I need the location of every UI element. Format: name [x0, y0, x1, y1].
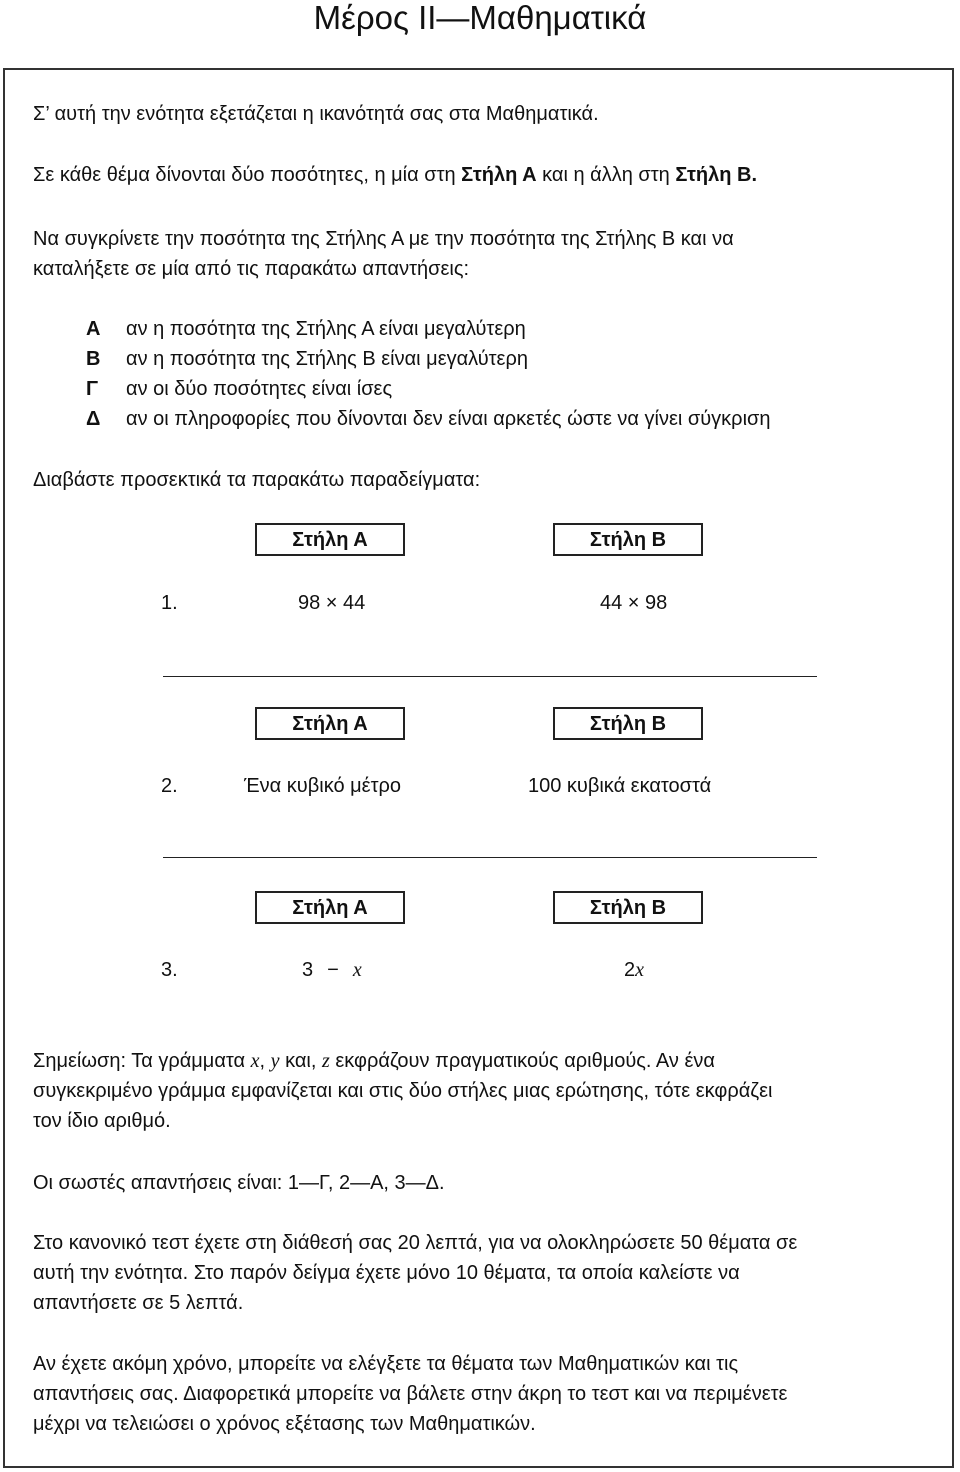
- page-title: Μέρος ΙΙ—Μαθηματικά: [313, 0, 647, 36]
- intro-column-b: Στήλη Β.: [675, 164, 758, 186]
- example-number: 2.: [161, 775, 178, 797]
- option-letter-b: Β: [86, 348, 101, 370]
- variable-z: z: [321, 1050, 330, 1072]
- timing-line-3: απαντήσετε σε 5 λεπτά.: [33, 1292, 244, 1314]
- intro-line-2: [33, 163, 757, 187]
- separator-line: [163, 857, 817, 858]
- intro-line-3: Να συγκρίνετε την ποσότητα της Στήλης Α με την ποσότητα της Στήλης Β και να: [33, 228, 734, 250]
- option-letter-a: Α: [86, 318, 101, 340]
- column-a-header: Στήλη Α: [255, 891, 405, 924]
- separator-line: [163, 676, 817, 677]
- example-number: 1.: [161, 592, 178, 614]
- variable-y: y: [270, 1050, 280, 1072]
- column-b-header: Στήλη Β: [553, 891, 703, 924]
- option-text-d: αν οι πληροφορίες που δίνονται δεν είναι αρκετές ώστε να γίνει σύγκριση: [126, 408, 771, 430]
- column-b-header: Στήλη Β: [553, 523, 703, 556]
- note-text: και,: [279, 1050, 322, 1072]
- example-column-b-value: [624, 958, 644, 982]
- intro-line-2-text: Σε κάθε θέμα δίνονται δύο ποσότητες, η μία στη: [33, 164, 462, 186]
- option-text-b: αν η ποσότητα της Στήλης Β είναι μεγαλύτερη: [126, 348, 528, 370]
- intro-line-1: Σ’ αυτή την ενότητα εξετάζεται η ικανότητά σας στα Μαθηματικά.: [33, 103, 599, 125]
- column-a-header: Στήλη Α: [255, 523, 405, 556]
- column-a-header: Στήλη Α: [255, 707, 405, 740]
- note-comma: ,: [259, 1050, 266, 1072]
- expression-number: 3: [302, 959, 314, 981]
- option-letter-c: Γ: [86, 378, 99, 400]
- minus-operator: −: [327, 959, 339, 981]
- example-column-a-value: Ένα κυβικό μέτρο: [244, 775, 401, 797]
- coefficient: 2: [624, 959, 636, 981]
- intro-line-4: καταλήξετε σε μία από τις παρακάτω απαντήσεις:: [33, 258, 470, 280]
- intro-line-2-mid: και η άλλη στη: [536, 164, 676, 186]
- note-text: εκφράζουν πραγματικούς αριθμούς. Αν ένα: [329, 1050, 715, 1072]
- closing-line-2: απαντήσεις σας. Διαφορετικά μπορείτε να βάλετε στην άκρη το τεστ και να περιμένετε: [33, 1383, 788, 1405]
- note-line-3: τον ίδιο αριθμό.: [33, 1110, 171, 1132]
- example-column-a-value: [302, 958, 362, 982]
- option-letter-d: Δ: [86, 408, 101, 430]
- answers-line: Οι σωστές απαντήσεις είναι: 1—Γ, 2—Α, 3—Δ.: [33, 1172, 445, 1194]
- example-number: 3.: [161, 959, 178, 981]
- closing-line-3: μέχρι να τελειώσει ο χρόνος εξέτασης των Μαθηματικών.: [33, 1413, 536, 1435]
- option-text-c: αν οι δύο ποσότητες είναι ίσες: [126, 378, 393, 400]
- example-column-b-value: 44 × 98: [600, 592, 668, 614]
- intro-column-a: Στήλη Α: [461, 164, 537, 186]
- note-line-2: συγκεκριμένο γράμμα εμφανίζεται και στις δύο στήλες μιας ερώτησης, τότε εκφράζει: [33, 1080, 773, 1102]
- option-text-a: αν η ποσότητα της Στήλης Α είναι μεγαλύτερη: [126, 318, 526, 340]
- examples-heading: Διαβάστε προσεκτικά τα παρακάτω παραδείγματα:: [33, 469, 481, 491]
- variable-x: x: [635, 959, 645, 981]
- example-column-b-value: 100 κυβικά εκατοστά: [528, 775, 712, 797]
- timing-line-2: αυτή την ενότητα. Στο παρόν δείγμα έχετε μόνο 10 θέματα, τα οποία καλείστε να: [33, 1262, 740, 1284]
- closing-line-1: Αν έχετε ακόμη χρόνο, μπορείτε να ελέγξετε τα θέματα των Μαθηματικών και τις: [33, 1353, 739, 1375]
- column-b-header: Στήλη Β: [553, 707, 703, 740]
- variable-x: x: [250, 1050, 260, 1072]
- note-text: Σημείωση: Τα γράμματα: [33, 1050, 251, 1072]
- note-line-1: [33, 1049, 715, 1073]
- example-column-a-value: 98 × 44: [298, 592, 366, 614]
- variable-x: x: [352, 959, 362, 981]
- timing-line-1: Στο κανονικό τεστ έχετε στη διάθεσή σας 20 λεπτά, για να ολοκληρώσετε 50 θέματα σε: [33, 1232, 798, 1254]
